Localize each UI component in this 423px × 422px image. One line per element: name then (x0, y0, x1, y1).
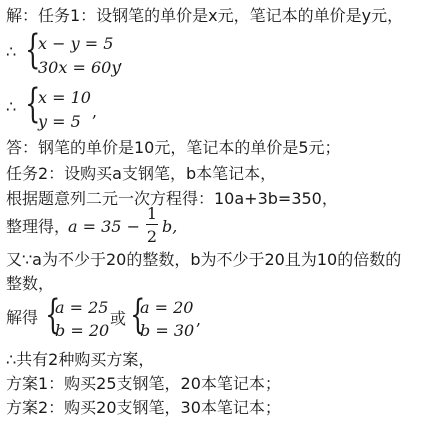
left-brace: { (130, 292, 146, 338)
simplify-variable: b, (162, 217, 178, 236)
therefore-symbol: ∴ (6, 97, 17, 116)
simplify-prefix: 整理得， (6, 217, 71, 236)
left-brace: { (45, 292, 61, 338)
solve-prefix: 解得 (6, 308, 39, 327)
plan-2: 方案2：购买20支钢笔，30本笔记本； (6, 398, 281, 417)
fraction-numerator: 1 (146, 204, 158, 223)
solution1-row2: b = 20 (55, 321, 110, 340)
system1-row1: x − y = 5 (38, 34, 114, 53)
fraction-denominator: 2 (146, 227, 158, 246)
solution1-row1: a = 25 (55, 298, 109, 317)
linear-equation: 根据题意列二元一次方程得：10a+3b=350， (6, 189, 338, 208)
task1-answer: 答：钢笔的单价是10元，笔记本的单价是5元； (6, 138, 341, 157)
task1-setup: 解：任务1：设钢笔的单价是x元，笔记本的单价是y元， (6, 6, 404, 25)
fraction-bar (146, 224, 158, 225)
solution2-row1: a = 20 (140, 298, 194, 317)
plan-1: 方案1：购买25支钢笔，20本笔记本； (6, 374, 281, 393)
therefore-symbol: ∴ (6, 42, 17, 61)
system1-comma: , (118, 50, 124, 69)
left-brace: { (25, 27, 41, 73)
solution2-row2: b = 30 (140, 321, 195, 340)
integer-condition: 又∵a为不少于20的整数，b为不少于20且为10的倍数的 (6, 250, 402, 269)
task2-setup: 任务2：设购买a支钢笔，b本笔记本， (6, 164, 277, 183)
system2-row1: x = 10 (38, 88, 91, 107)
simplify-lhs: a = 35 − (68, 217, 140, 236)
left-brace: { (25, 81, 41, 127)
system1-row2: 30x = 60y (38, 58, 121, 77)
integer-condition-cont: 整数， (6, 274, 55, 293)
or-label: 或 (110, 309, 127, 328)
solution-comma: , (196, 310, 202, 329)
system2-comma: , (92, 102, 98, 121)
plans-count: ∴共有2种购买方案， (6, 350, 155, 369)
system2-row2: y = 5 (38, 112, 81, 131)
